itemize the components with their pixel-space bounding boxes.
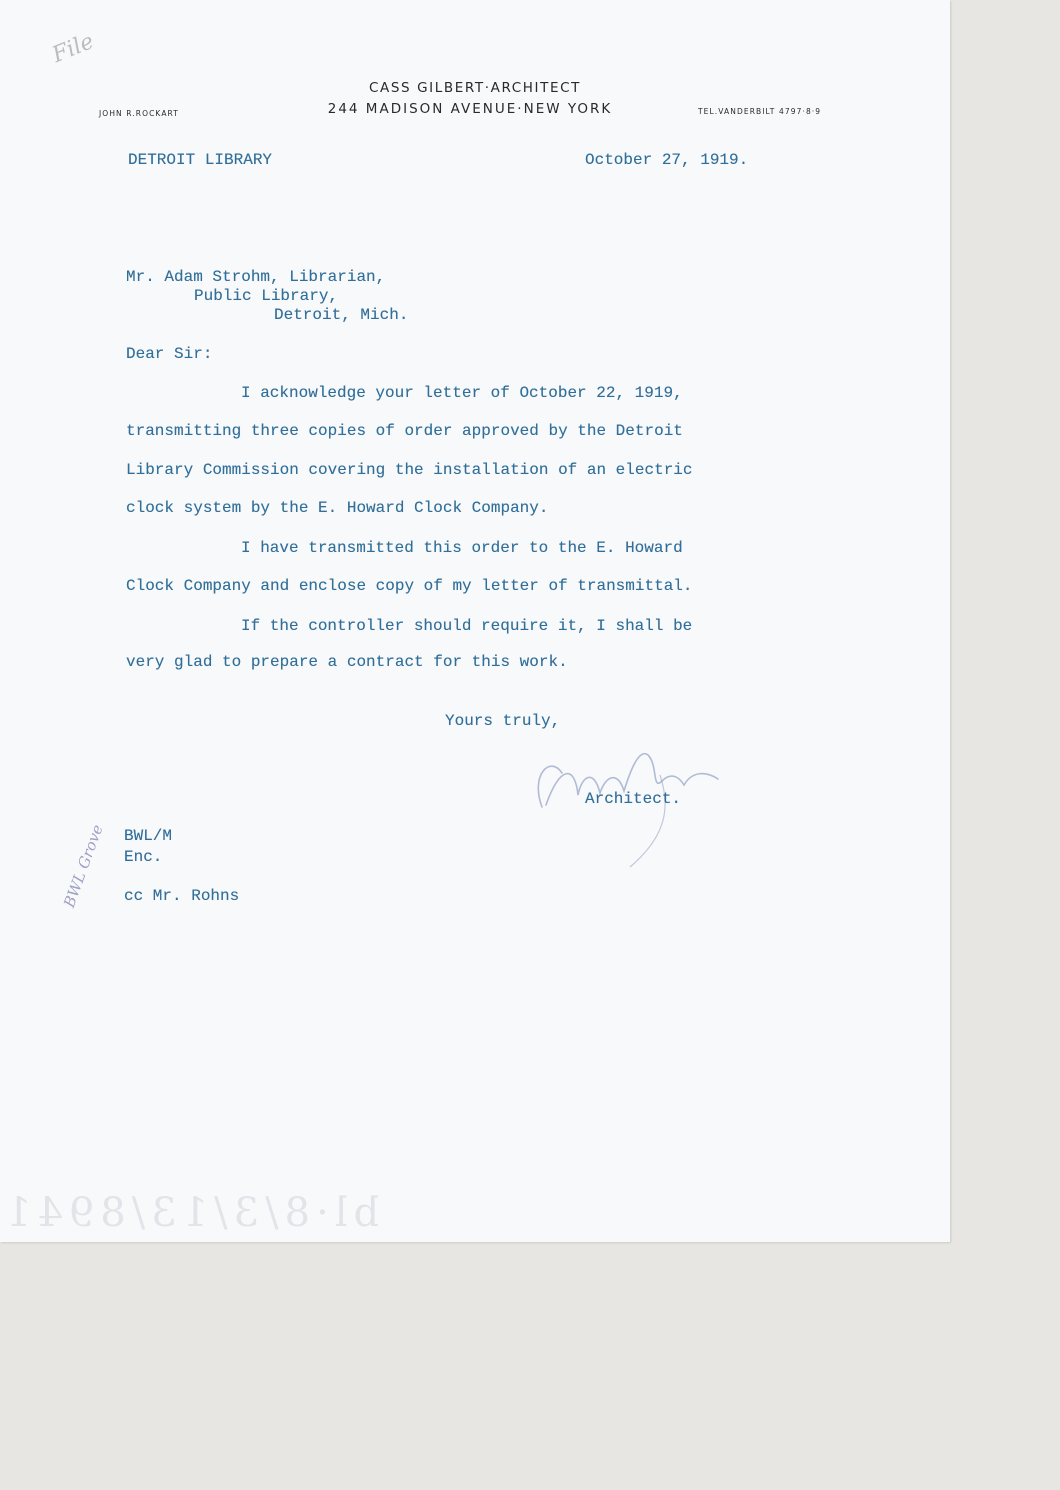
signature-title: Architect. xyxy=(585,790,682,808)
letterhead-address: 244 MADISON AVENUE·NEW YORK xyxy=(327,101,613,117)
enclosure-note: Enc. xyxy=(124,848,163,866)
recipient-line-1: Mr. Adam Strohm, Librarian, xyxy=(126,268,386,286)
body-line: I acknowledge your letter of October 22, 1919, xyxy=(241,384,683,402)
letter-date: October 27, 1919. xyxy=(585,151,749,169)
closing: Yours truly, xyxy=(445,712,561,730)
body-line: If the controller should require it, I shall be xyxy=(241,617,693,635)
pencil-initials-note: BWL Grove xyxy=(60,822,107,910)
project-heading: DETROIT LIBRARY xyxy=(128,151,273,169)
carbon-copy-note: cc Mr. Rohns xyxy=(124,887,240,905)
pencil-file-note: File xyxy=(48,28,98,69)
body-line: clock system by the E. Howard Clock Company. xyxy=(126,499,549,517)
salutation: Dear Sir: xyxy=(126,345,213,363)
letterhead-firm: CASS GILBERT·ARCHITECT xyxy=(369,80,581,96)
recipient-line-2: Public Library, xyxy=(194,287,339,305)
body-line: Library Commission covering the installation of an electric xyxy=(126,461,693,479)
letterhead-left-name: JOHN R.ROCKART xyxy=(99,109,179,118)
reference-initials: BWL/M xyxy=(124,827,173,845)
recipient-line-3: Detroit, Mich. xyxy=(274,306,409,324)
body-line: Clock Company and enclose copy of my letter of transmittal. xyxy=(126,577,693,595)
letterhead-telephone: TEL.VANDERBILT 4797·8·9 xyxy=(698,107,822,116)
archive-stamp-bleedthrough: bl·8/3/13/8941 xyxy=(0,1190,380,1236)
body-line: transmitting three copies of order approved by the Detroit xyxy=(126,422,683,440)
body-line: I have transmitted this order to the E. Howard xyxy=(241,539,683,557)
body-line: very glad to prepare a contract for this work. xyxy=(126,653,568,671)
